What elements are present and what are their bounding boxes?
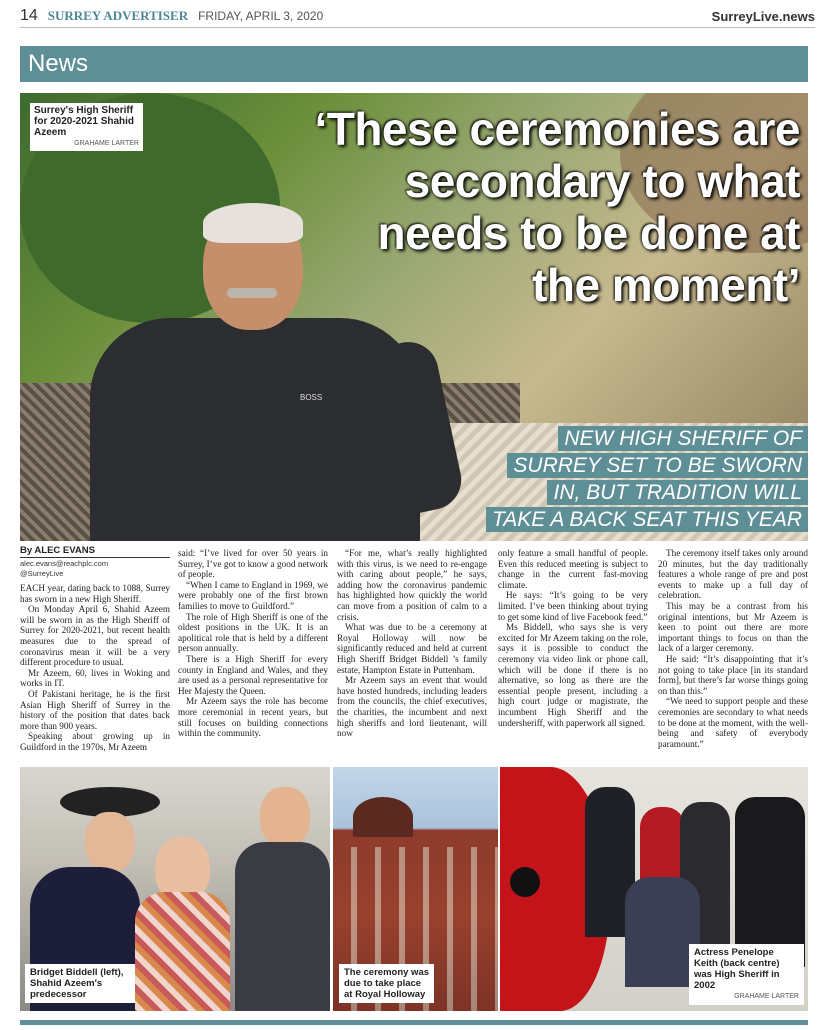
poppy-centre xyxy=(510,867,540,897)
issue-date: FRIDAY, APRIL 3, 2020 xyxy=(198,9,324,23)
hero-caption-text: Surrey's High Sheriff for 2020-2021 Shahid Azeem xyxy=(34,105,135,138)
paragraph: On Monday April 6, Shahid Azeem will be sworn in as the High Sheriff of Surrey for 2020-2021, but recent health measures due to the spread of coronavirus mean it will be a very different procedure to usual. xyxy=(20,604,170,668)
standfirst xyxy=(486,426,808,534)
paragraph: The role of High Sheriff is one of the oldest positions in the UK. It is an apolitical role that is held by a different person annually. xyxy=(178,611,328,654)
ceremonial-figure xyxy=(735,797,805,967)
bottom-rule xyxy=(20,1020,808,1025)
standfirst-line-2: SURREY SET TO BE SWORN xyxy=(507,453,808,478)
photo-3-caption xyxy=(689,944,804,1005)
section-title: News xyxy=(20,46,808,82)
hero-person-moustache xyxy=(227,288,277,298)
dark-suit xyxy=(235,842,330,1011)
paragraph: EACH year, dating back to 1088, Surrey has sworn in a new High Sheriff. xyxy=(20,583,170,604)
paragraph: He said: “It’s disappointing that it’s not going to take place [in its standard form], but there’s far worse things going on than this.” xyxy=(658,653,808,696)
article-column-1 xyxy=(20,583,170,753)
paragraph: Mr Azeem, 60, lives in Woking and works in IT. xyxy=(20,667,170,689)
building-dome xyxy=(353,797,413,837)
paragraph: The ceremony itself takes only around 20 minutes, but the day traditionally features a whole range of pre and post events to make up a full day of celebration. xyxy=(658,548,808,601)
photo-royal-holloway xyxy=(333,767,498,1011)
shirt-logo: BOSS xyxy=(300,393,323,402)
photo-biddell xyxy=(20,767,330,1011)
paragraph: Speaking about growing up in Guildford in the 1970s, Mr Azeem xyxy=(20,731,170,752)
byline-email: alec.evans@reachplc.com xyxy=(20,559,109,568)
photo-1-caption: Bridget Biddell (left), Shahid Azeem's predecessor xyxy=(25,964,135,1003)
paragraph: What was due to be a ceremony at Royal Holloway will now be significantly reduced and held at current High Sheriff Bridget Biddell ’s family estate, Hampton Estate in Puttenham. xyxy=(337,622,487,675)
article-column-4 xyxy=(498,548,648,728)
hero-caption xyxy=(30,103,143,151)
paragraph: Mr Azeem says the role has become more ceremonial in recent years, but still focuses on building connections within the community. xyxy=(178,696,328,739)
headline: ‘These ceremonies are secondary to what needs to be done at the moment’ xyxy=(314,103,800,311)
photo-penelope-keith xyxy=(500,767,808,1011)
paragraph: This may be a contrast from his original intentions, but Mr Azeem is keen to point out there are more important things to focus on than the lack of a larger ceremony. xyxy=(658,600,808,654)
photo-3-credit: GRAHAME LARTER xyxy=(734,993,799,1000)
paragraph: only feature a small handful of people. Even this reduced meeting is subject to change in the current fast-moving climate. xyxy=(498,548,648,590)
hero-photo xyxy=(20,93,808,541)
article-column-3 xyxy=(337,548,487,739)
page-number: 14 xyxy=(20,7,38,24)
face-3 xyxy=(260,787,310,847)
paragraph: “For me, what’s really highlighted with this virus, is we need to re-engage with caring about people,” he says, adding how the coronavirus pandemic has highlighted how quickly the world can move from a position of calm to a crisis. xyxy=(337,548,487,622)
face-1 xyxy=(85,812,135,872)
byline xyxy=(20,545,170,578)
paragraph: Ms Biddell, who says she is very excited for Mr Azeem taking on the role, says it is possible to conduct the ceremony via video link or phone call, which will be done if there is no alternative, so long as there are the essential people present, including a high court judge or magistrate, the incumbent High Sheriff and the undersheriff, with paperwork all signed. xyxy=(498,622,649,728)
byline-twitter: @SurreyLive xyxy=(20,569,64,578)
hero-person-hair xyxy=(203,203,303,243)
paragraph: said: “I’ve lived for over 50 years in Surrey, I’ve got to know a good network of people. xyxy=(178,548,328,580)
photo-2-caption: The ceremony was due to take place at Royal Holloway xyxy=(339,964,434,1003)
site-name: SurreyLive.news xyxy=(711,8,815,24)
standfirst-line-3: IN, BUT TRADITION WILL xyxy=(547,480,808,505)
photo-3-caption-text: Actress Penelope Keith (back centre) was High Sheriff in 2002 xyxy=(694,947,780,991)
masthead xyxy=(20,5,815,28)
paragraph: Mr Azeem says an event that would have hosted hundreds, including leaders from the councils, the chief executives, the charities, the incumbent and next high sheriffs and lord lieutenant, will now xyxy=(337,675,487,739)
article-column-5 xyxy=(658,548,808,749)
byline-name: By ALEC EVANS xyxy=(20,545,170,558)
standfirst-line-1: NEW HIGH SHERIFF OF xyxy=(558,426,808,451)
hero-credit: GRAHAME LARTER xyxy=(74,140,139,147)
paragraph: He says: “It’s going to be very limited. I’ve been thinking about trying to get some kind of live Facebook feed.” xyxy=(498,590,648,622)
paragraph: There is a High Sheriff for every county in England and Wales, and they are used as a personal representative for Her Majesty the Queen. xyxy=(178,653,328,696)
paper-name: SURREY ADVERTISER xyxy=(47,8,189,23)
paragraph: Of Pakistani heritage, he is the first Asian High Sheriff of Surrey in the history of the position that dates back more than 900 years. xyxy=(20,688,170,731)
standfirst-line-4: TAKE A BACK SEAT THIS YEAR xyxy=(486,507,808,532)
article-column-2 xyxy=(178,548,328,739)
paragraph: “When I came to England in 1969, we were probably one of the first brown families to move to Guildford.” xyxy=(178,579,328,611)
paragraph: “We need to support people and these ceremonies are secondary to what needs to be done at the moment, with the well-being and safety of everybody paramount.” xyxy=(658,696,808,749)
floral-dress xyxy=(135,892,230,1011)
